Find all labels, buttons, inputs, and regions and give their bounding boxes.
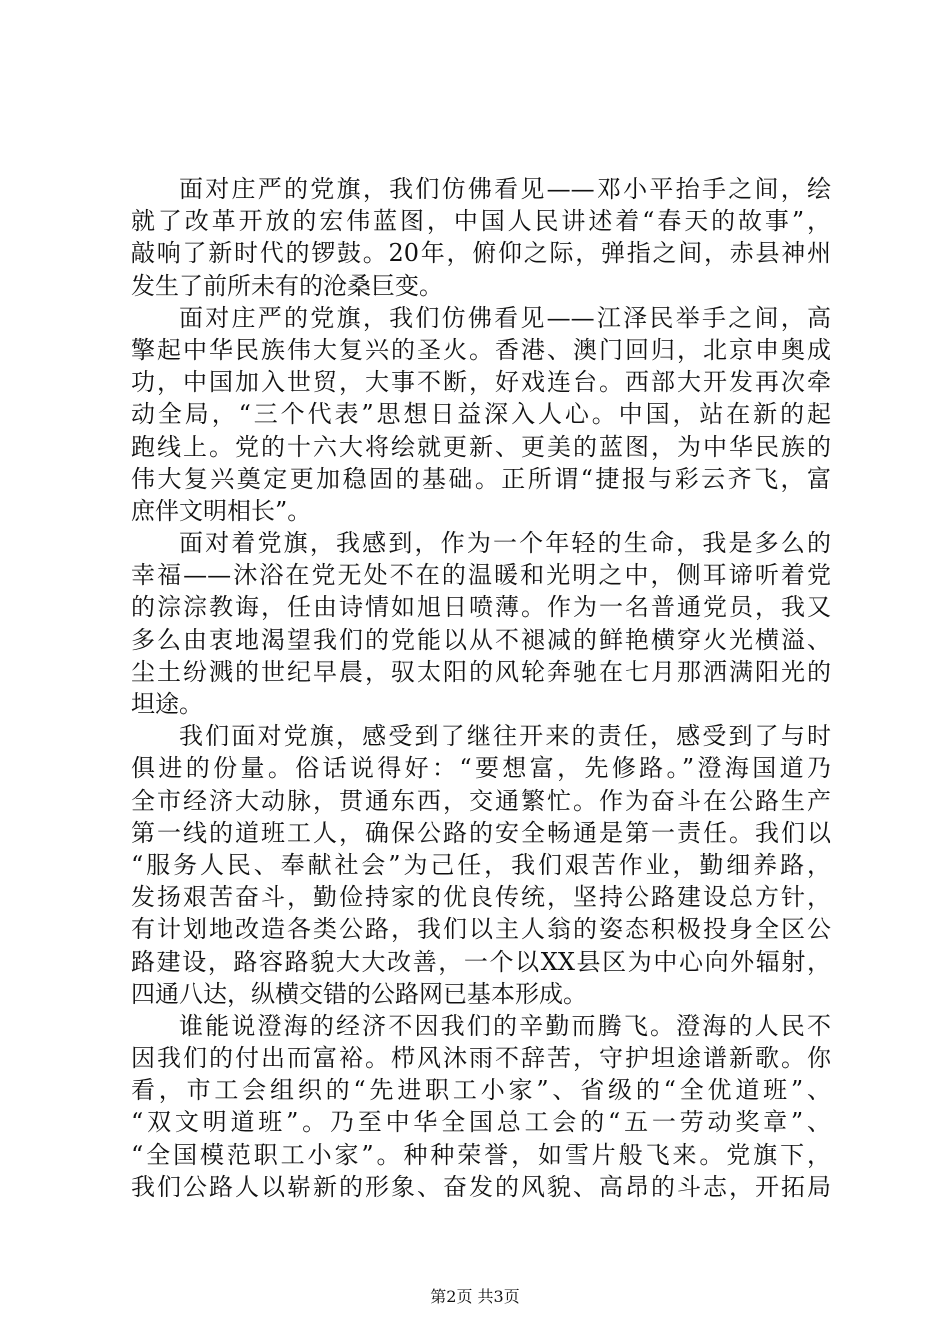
text-line: 俱进的份量。俗话说得好：“要想富，先修路。”澄海国道乃: [131, 754, 831, 783]
text-line: “全国模范职工小家”。种种荣誉，如雪片般飞来。党旗下，: [131, 1140, 831, 1169]
text-line: 的淙淙教诲，任由诗情如旭日喷薄。作为一名普通党员，我又: [131, 593, 831, 622]
text-line: “双文明道班”。乃至中华全国总工会的“五一劳动奖章”、: [131, 1108, 831, 1137]
text-line: 全市经济大动脉，贯通东西，交通繁忙。作为奋斗在公路生产: [131, 786, 831, 815]
text-line: “服务人民、奉献社会”为己任，我们艰苦作业，勤细养路，: [131, 850, 831, 879]
text-line: 我们面对党旗，感受到了继往开来的责任，感受到了与时: [179, 722, 831, 751]
text-line: 功，中国加入世贸，大事不断，好戏连台。西部大开发再次牵: [131, 368, 831, 397]
text-line: 伟大复兴奠定更加稳固的基础。正所谓“捷报与彩云齐飞，富: [131, 464, 831, 493]
text-line: 发扬艰苦奋斗，勤俭持家的优良传统，坚持公路建设总方针，: [131, 883, 831, 912]
paragraph: [131, 302, 831, 527]
text-line: 面对庄严的党旗，我们仿佛看见——邓小平抬手之间，绘: [179, 175, 831, 203]
text-line: 四通八达，纵横交错的公路网已基本形成。: [131, 979, 587, 1008]
text-line: 尘土纷溅的世纪早晨，驭太阳的风轮奔驰在七月那洒满阳光的: [131, 657, 831, 686]
text-line: 第一线的道班工人，确保公路的安全畅通是第一责任。我们以: [131, 818, 831, 847]
text-line: 就了改革开放的宏伟蓝图，中国人民讲述着“春天的故事”，: [131, 207, 831, 236]
text-line: 发生了前所未有的沧桑巨变。: [131, 271, 443, 300]
text-line: 看，市工会组织的“先进职工小家”、省级的“全优道班”、: [131, 1076, 831, 1105]
text-line: 敲响了新时代的锣鼓。20年，俯仰之际，弹指之间，赤县神州: [131, 239, 831, 268]
text-line: 动全局，“三个代表”思想日益深入人心。中国，站在新的起: [131, 400, 831, 429]
text-line: 庶伴文明相长”。: [131, 496, 312, 525]
document-body: [131, 173, 831, 1203]
text-line: 因我们的付出而富裕。栉风沐雨不辞苦，守护坦途谱新歌。你: [131, 1044, 831, 1073]
text-line: 谁能说澄海的经济不因我们的辛勤而腾飞。澄海的人民不: [179, 1011, 831, 1040]
text-line: 坦途。: [131, 690, 203, 718]
paragraph: [131, 720, 831, 1010]
paragraph: [131, 527, 831, 720]
page-number-footer: 第2页 共3页: [430, 1287, 520, 1306]
text-line: 路建设，路容路貌大大改善，一个以XX县区为中心向外辐射，: [131, 947, 831, 976]
text-line: 擎起中华民族伟大复兴的圣火。香港、澳门回归，北京申奥成: [131, 335, 831, 364]
text-line: 我们公路人以崭新的形象、奋发的风貌、高昂的斗志，开拓局: [131, 1172, 831, 1201]
text-line: 面对庄严的党旗，我们仿佛看见——江泽民举手之间，高: [179, 303, 831, 332]
paragraph: [131, 1010, 831, 1203]
text-line: 面对着党旗，我感到，作为一个年轻的生命，我是多么的: [179, 529, 831, 558]
text-line: 跑线上。党的十六大将绘就更新、更美的蓝图，为中华民族的: [131, 432, 831, 461]
text-line: 幸福——沐浴在党无处不在的温暖和光明之中，侧耳谛听着党: [131, 561, 831, 590]
text-line: 多么由衷地渴望我们的党能以从不褪减的鲜艳横穿火光横溢、: [131, 625, 831, 654]
paragraph: [131, 173, 831, 302]
text-line: 有计划地改造各类公路，我们以主人翁的姿态积极投身全区公: [131, 915, 831, 944]
